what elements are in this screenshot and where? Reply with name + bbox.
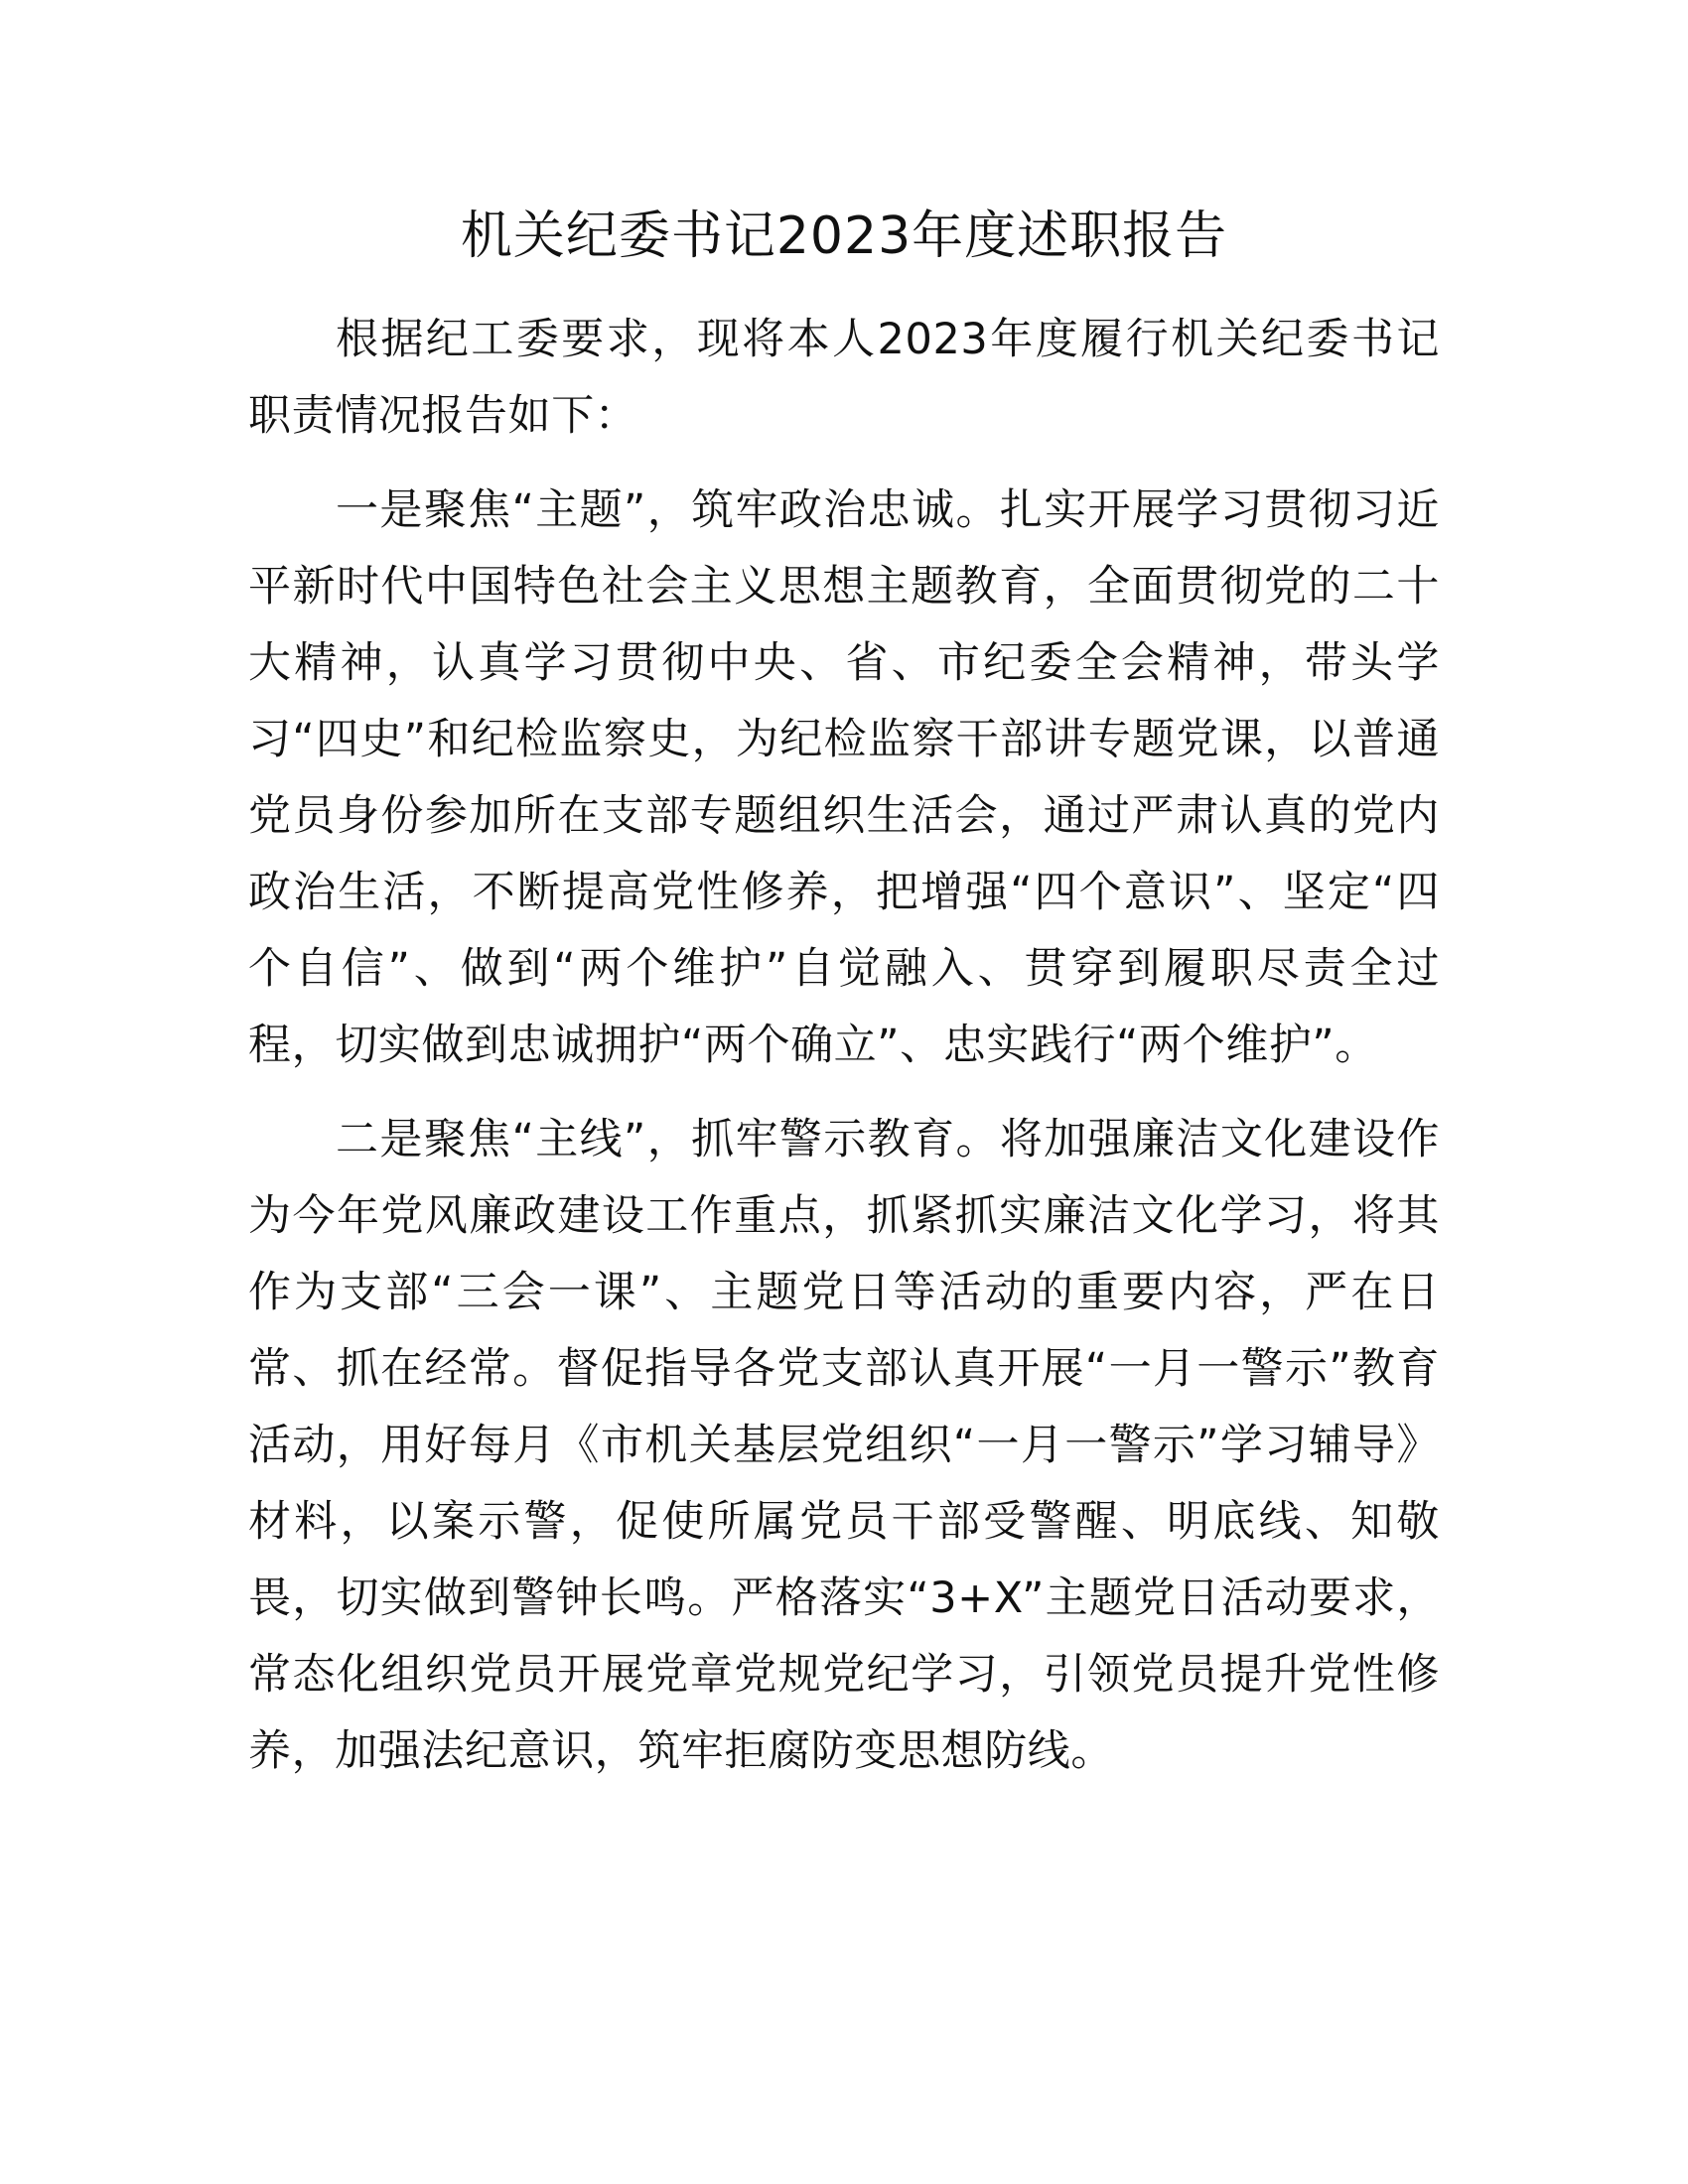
paragraph-point-two: 二是聚焦“主线”，抓牢警示教育。将加强廉洁文化建设作为今年党风廉政建设工作重点，抓紧抓实廉洁文化学习，将其作为支部“三会一课”、主题党日等活动的重要内容，严在日常、抓在经常。督促指导各党支部认真开展“一月一警示”教育活动，用好每月《市机关基层党组织“一月一警示”学习辅导》材料，以案示警，促使所属党员干部受警醒、明底线、知敬畏，切实做到警钟长鸣。严格落实“3+X”主题党日活动要求，常态化组织党员开展党章党规党纪学习，引领党员提升党性修养，加强法纪意识，筑牢拒腐防变思想防线。 xyxy=(248,1115,1440,1776)
paragraph-intro: 根据纪工委要求，现将本人2023年度履行机关纪委书记职责情况报告如下： xyxy=(248,315,1440,441)
document-body xyxy=(248,302,1440,1808)
paragraph-point-one: 一是聚焦“主题”，筑牢政治忠诚。扎实开展学习贯彻习近平新时代中国特色社会主义思想主题教育，全面贯彻党的二十大精神，认真学习贯彻中央、省、市纪委全会精神，带头学习“四史”和纪检监察史，为纪检监察干部讲专题党课，以普通党员身份参加所在支部专题组织生活会，通过严肃认真的党内政治生活，不断提高党性修养，把增强“四个意识”、坚定“四个自信”、做到“两个维护”自觉融入、贯穿到履职尽责全过程，切实做到忠诚拥护“两个确立”、忠实践行“两个维护”。 xyxy=(248,485,1440,1070)
document-title: 机关纪委书记2023年度述职报告 xyxy=(460,206,1228,266)
